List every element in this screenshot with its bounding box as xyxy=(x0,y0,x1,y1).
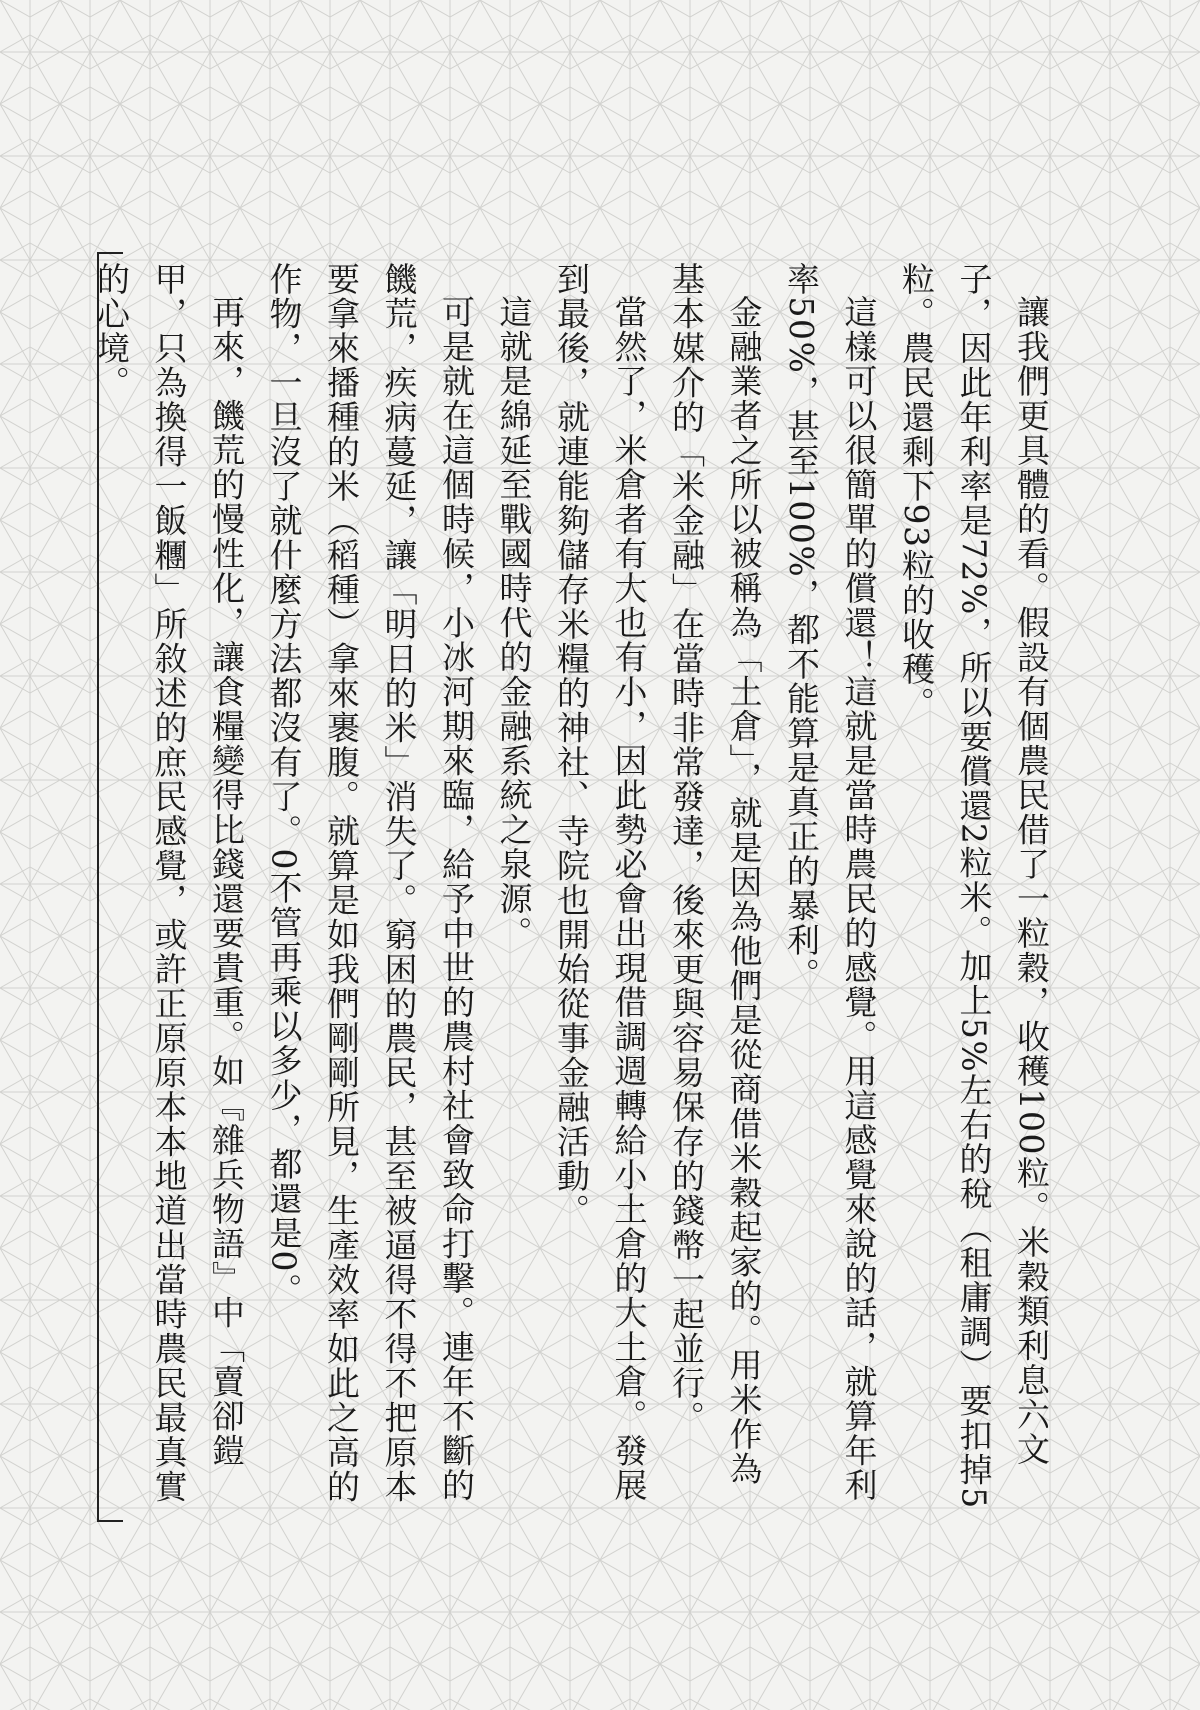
paragraph-5: 這就是綿延至戰國時代的金融系統之泉源。 xyxy=(494,295,534,951)
bracket-top-edge xyxy=(97,252,123,254)
paragraph-1: 讓我們更具體的看。假設有個農民借了一粒穀，收穫100粒。米穀類利息六文子，因此年利率是72%，所以要償還2粒米。加上5%左右的稅（租庸調）要扣掉5粒。農民還剩下93粒的收穫。 xyxy=(897,262,1051,1510)
bracket-bottom-edge xyxy=(97,1520,123,1522)
paragraph-2: 這樣可以很簡單的償還！這就是當時農民的感覺。用這感覺來說的話，就算年利率50%，甚至100%，都不能算是真正的暴利。 xyxy=(782,262,879,1503)
paragraph-6: 可是就在這個時候，小冰河期來臨，給予中世的農村社會致命打擊。連年不斷的饑荒，疾病蔓延，讓「明日的米」消失了。窮困的農民，甚至被逼得不得不把原本要拿來播種的米（稻種）拿來裹腹。就算是如我們剛剛所見，生產效率如此之高的作物，一旦沒了就什麼方法都沒有了。0不管再乘以多少，都還是0。 xyxy=(264,262,476,1504)
vertical-text-body xyxy=(92,262,1060,1517)
paragraph-3: 金融業者之所以被稱為「土倉」，就是因為他們是從商借米穀起家的。用米作為基本媒介的「米金融」在當時非常發達，後來更與容易保存的錢幣一起並行。 xyxy=(667,262,764,1486)
paragraph-7: 再來，饑荒的慢性化，讓食糧變得比錢還要貴重。如『雜兵物語』中「賣卻鎧甲，只為換得一飯糰」所敘述的庶民感覺，或許正原原本本地道出當時農民最真實的心境。 xyxy=(92,262,246,1504)
paragraph-4: 當然了，米倉者有大也有小，因此勢必會出現借調週轉給小土倉的大土倉。發展到最後，就連能夠儲存米糧的神社、寺院也開始從事金融活動。 xyxy=(552,262,649,1503)
